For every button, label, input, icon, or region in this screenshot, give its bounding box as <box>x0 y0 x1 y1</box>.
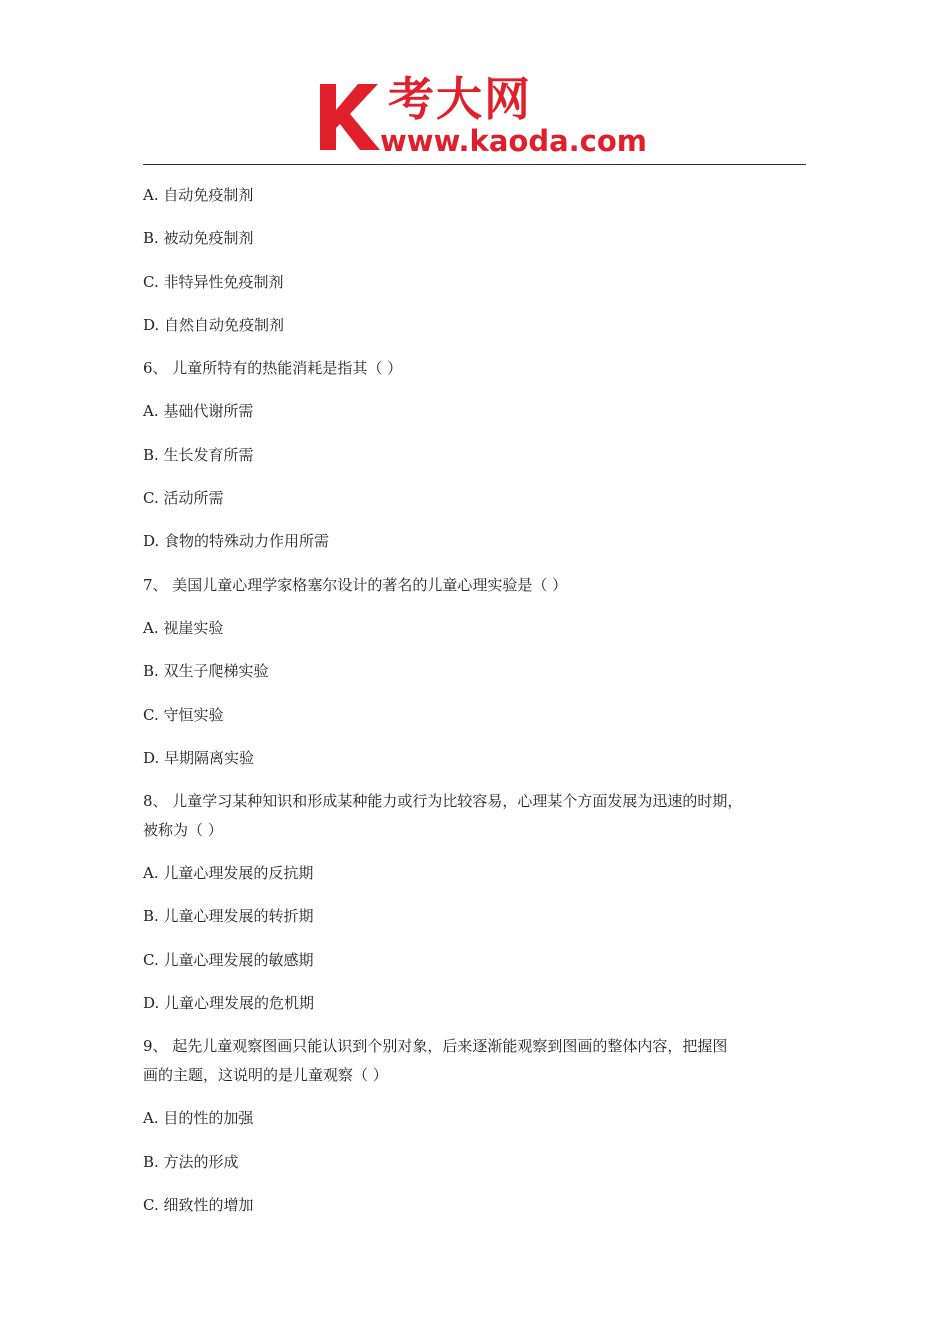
option-text: C. 守恒实验 <box>143 705 224 724</box>
question-9 <box>143 1031 815 1103</box>
question-9-line-2: 画的主题，这说明的是儿童观察（ ） <box>143 1065 388 1084</box>
question-8 <box>143 786 815 858</box>
option-text: B. 双生子爬梯实验 <box>143 662 269 681</box>
header-divider <box>143 164 806 165</box>
option-text: B. 被动免疫制剂 <box>143 229 254 248</box>
option-text: A. 自动免疫制剂 <box>143 186 254 204</box>
k-logo-icon <box>318 80 388 152</box>
option-text: B. 生长发育所需 <box>143 445 254 464</box>
option-text: B. 方法的形成 <box>143 1152 239 1171</box>
option-text: A. 目的性的加强 <box>143 1109 254 1128</box>
option-text: C. 细致性的增加 <box>143 1195 254 1214</box>
page-header <box>0 0 950 170</box>
question-7: 7、 美国儿童心理学家格塞尔设计的著名的儿童心理实验是（ ） <box>143 575 568 594</box>
option-text: C. 非特异性免疫制剂 <box>143 272 284 291</box>
logo-chinese-text: 考大网 <box>388 72 532 126</box>
option-text: C. 活动所需 <box>143 489 224 508</box>
option-text: D. 自然自动免疫制剂 <box>143 315 285 334</box>
question-9-line-1: 9、 起先儿童观察图画只能认识到个别对象，后来逐渐能观察到图画的整体内容，把握图 <box>143 1037 728 1056</box>
option-text: D. 儿童心理发展的危机期 <box>143 994 315 1013</box>
option-text: B. 儿童心理发展的转折期 <box>143 907 314 926</box>
question-8-line-1: 8、 儿童学习某种知识和形成某种能力或行为比较容易，心理某个方面发展为迅速的时期， <box>143 792 743 811</box>
option-text: A. 视崖实验 <box>143 618 224 637</box>
kaoda-logo[interactable] <box>318 72 648 162</box>
option-text: D. 早期隔离实验 <box>143 748 255 767</box>
question-8-line-2: 被称为（ ） <box>143 820 223 839</box>
logo-url-text: www.kaoda.com <box>380 124 647 158</box>
option-text: A. 基础代谢所需 <box>143 402 254 421</box>
question-content <box>143 180 815 1233</box>
question-6: 6、 儿童所特有的热能消耗是指其（ ） <box>143 359 403 378</box>
option-text: D. 食物的特殊动力作用所需 <box>143 532 330 551</box>
option-text: C. 儿童心理发展的敏感期 <box>143 950 314 969</box>
option-text: A. 儿童心理发展的反抗期 <box>143 864 314 883</box>
